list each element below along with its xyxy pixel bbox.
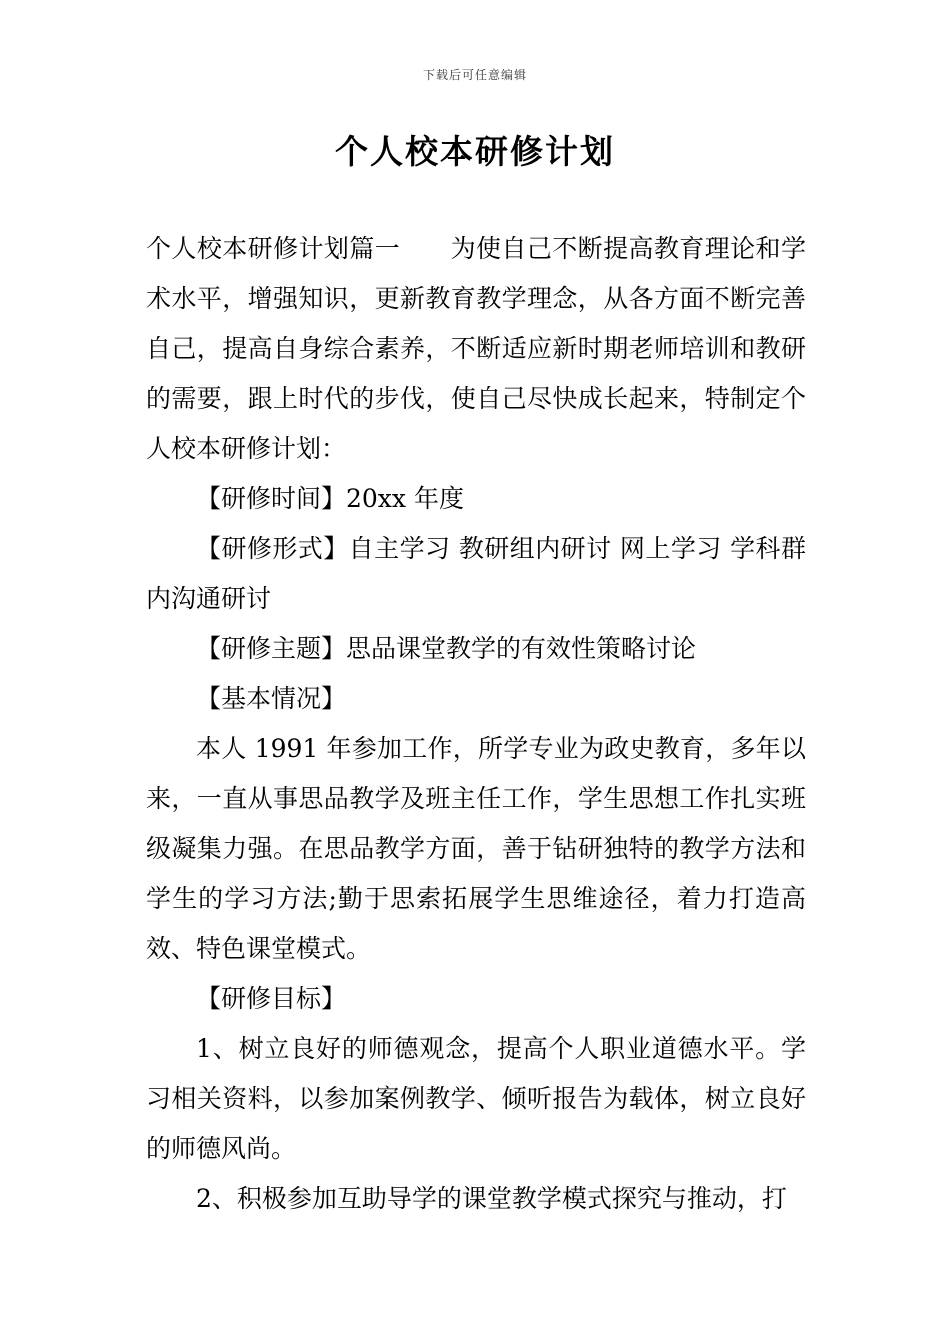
header-note: 下载后可任意编辑 — [422, 68, 527, 82]
intro-heading: 个人校本研修计划篇一 — [146, 234, 401, 263]
intro-text: 为使自己不断提高教育理论和学术水平，增强知识，更新教育教学理念，从各方面不断完善自己，提高自身综合素养，不断适应新时期老师培训和教研的需要，跟上时代的步伐，使自己尽快成长起来，特制定个人校本研修计划： — [146, 234, 806, 463]
goal-item-2: 2、积极参加互助导学的课堂教学模式探究与推动，打 — [196, 1184, 787, 1213]
basic-info-heading: 【基本情况】 — [196, 684, 347, 713]
intro-paragraph — [146, 224, 806, 474]
basic-info-paragraph: 本人 1991 年参加工作，所学专业为政史教育，多年以来，一直从事思品教学及班主任工作，学生思想工作扎实班级凝集力强。在思品教学方面，善于钻研独特的教学方法和学生的学习方法;勤于思索拓展学生思维途径，着力打造高效、特色课堂模式。 — [146, 734, 806, 963]
page-title: 个人校本研修计划 — [335, 132, 615, 171]
study-form-paragraph: 【研修形式】自主学习 教研组内研讨 网上学习 学科群内沟通研讨 — [146, 534, 806, 613]
goal-item-1: 1、树立良好的师德观念，提高个人职业道德水平。学习相关资料，以参加案例教学、倾听报告为载体，树立良好的师德风尚。 — [146, 1034, 806, 1163]
document-body — [146, 224, 806, 1224]
study-time-paragraph: 【研修时间】20xx 年度 — [196, 484, 464, 513]
study-theme-paragraph: 【研修主题】思品课堂教学的有效性策略讨论 — [196, 634, 697, 663]
goal-heading: 【研修目标】 — [196, 984, 347, 1013]
